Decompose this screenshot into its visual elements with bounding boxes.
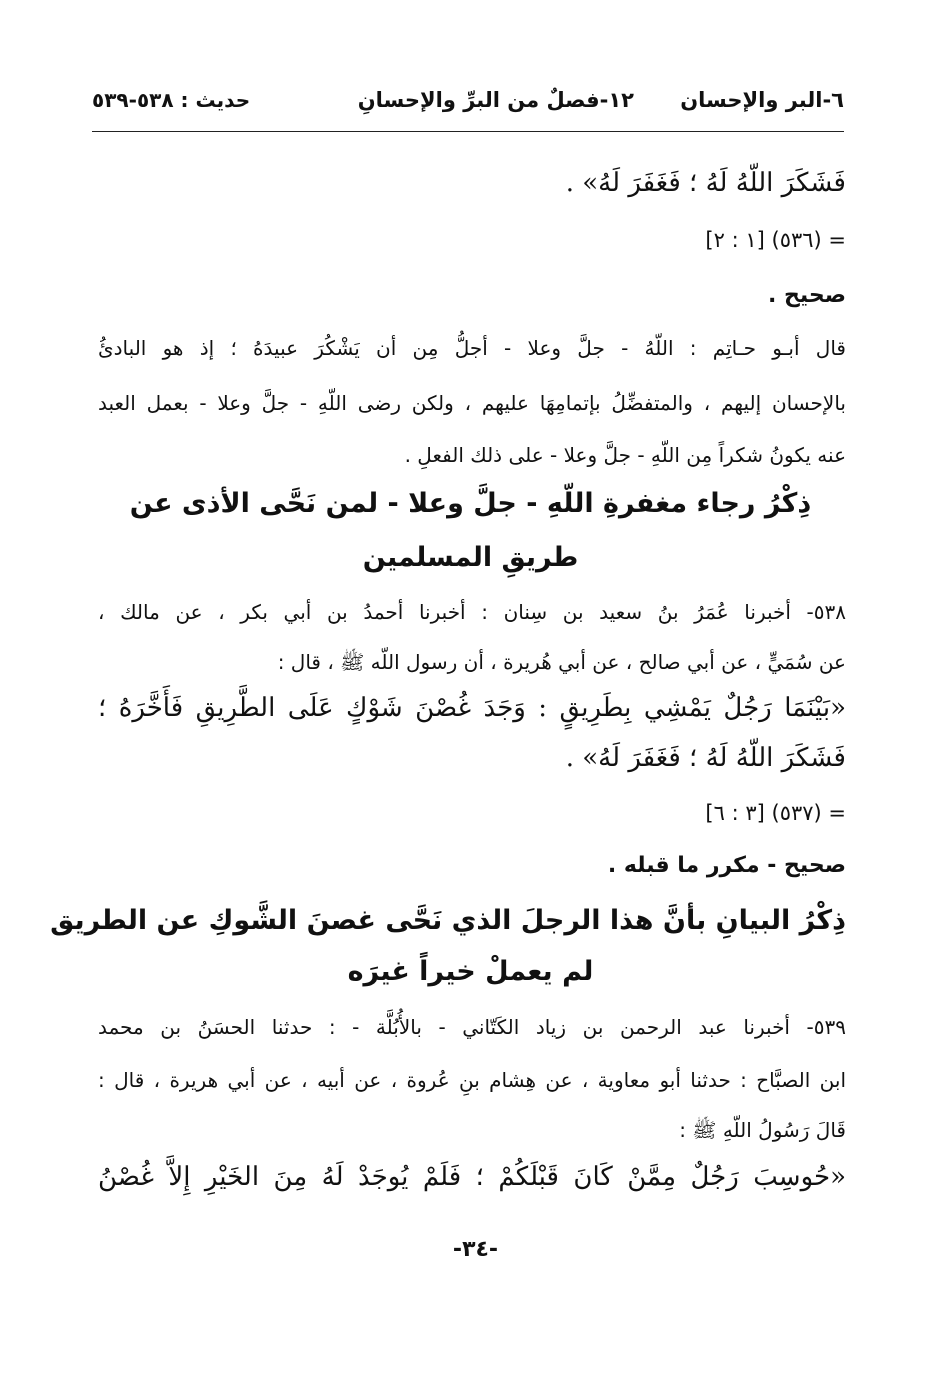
isnad-line: ٥٣٩- أخبرنا عبد الرحمن بن زياد الكَتّاني - بالأُبُلَّة - : حدثنا الحسَنُ بن محمد <box>98 1015 846 1039</box>
header-rule <box>92 131 844 132</box>
isnad-line: ٥٣٨- أخبرنا عُمَرُ بنُ سعيد بن سِنان : أخبرنا أحمدُ بن أبي بكر ، عن مالك ، <box>98 600 846 624</box>
page-number: -٣٤- <box>452 1237 499 1262</box>
grading: صحيح - مكرر ما قبله . <box>607 853 846 878</box>
isnad-line: عن سُمَيٍّ ، عن أبي صالح ، عن أبي هُريرة ، أن رسول اللّه ﷺ ، قال : <box>277 650 846 674</box>
running-header <box>92 88 844 128</box>
hadith-text-line: فَشَكَرَ اللّهُ لَهُ ؛ فَغَفَرَ لَهُ» . <box>565 168 846 198</box>
commentary-line: قال أبـو حـاتِم : اللّهُ - جلَّ وعلا - أجلُّ مِن أن يَشْكُرَ عبيدَهُ ؛ إذ هو البادئُ <box>98 336 846 360</box>
isnad-line: قَالَ رَسُولُ اللّهِ ﷺ : <box>679 1118 846 1142</box>
chapter-heading: ذِكْرُ البيانِ بأنَّ هذا الرجلَ الذي نَحَّى غصنَ الشَّوكِ عن الطريق <box>50 905 846 936</box>
hadith-reference: = (٥٣٦) [١ : ٢] <box>705 228 846 252</box>
hadith-text-line: فَشَكَرَ اللّهُ لَهُ ؛ فَغَفَرَ لَهُ» . <box>565 743 846 773</box>
commentary-line: بالإحسان إليهم ، والمتفضِّلُ بإتمامِهَا عليهم ، ولكن رضى اللّهِ - جلَّ وعلا - بعمل العبد <box>98 391 846 415</box>
hadith-text-line: «حُوسِبَ رَجُلٌ مِمَّنْ كَانَ قَبْلَكُمْ ؛ فَلَمْ يُوجَدْ لَهُ مِنَ الخَيْرِ إِلاَّ غُصْنُ <box>98 1162 846 1192</box>
chapter-heading: لم يعملْ خيراً غيرَه <box>347 956 594 987</box>
isnad-line: ابن الصبَّاح : حدثنا أبو معاوية ، عن هِشام بنِ عُروة ، عن أبيه ، عن أبي هريرة ، قال : <box>98 1068 846 1092</box>
chapter-title: ٦-البر والإحسان <box>680 88 844 112</box>
hadith-range: حديث : ٥٣٨-٥٣٩ <box>92 88 251 112</box>
section-title: ١٢-فصلٌ من البرِّ والإحسانِ <box>357 88 634 112</box>
chapter-heading: ذِكْرُ رجاء مغفرةِ اللّهِ - جلَّ وعلا - لمن نَحَّى الأذى عن <box>129 488 812 519</box>
hadith-reference: = (٥٣٧) [٣ : ٦] <box>705 801 846 825</box>
grading: صحيح . <box>768 283 846 308</box>
commentary-line: عنه يكونُ شكراً مِن اللّهِ - جلَّ وعلا - على ذلك الفعلِ . <box>404 443 846 467</box>
chapter-heading: طريقِ المسلمين <box>362 542 579 573</box>
hadith-text-line: «بَيْنَمَا رَجُلٌ يَمْشِي بِطَرِيقٍ : وَجَدَ غُصْنَ شَوْكٍ عَلَى الطَّرِيقِ فَأَخَّرَهُ ؛ <box>98 693 846 723</box>
